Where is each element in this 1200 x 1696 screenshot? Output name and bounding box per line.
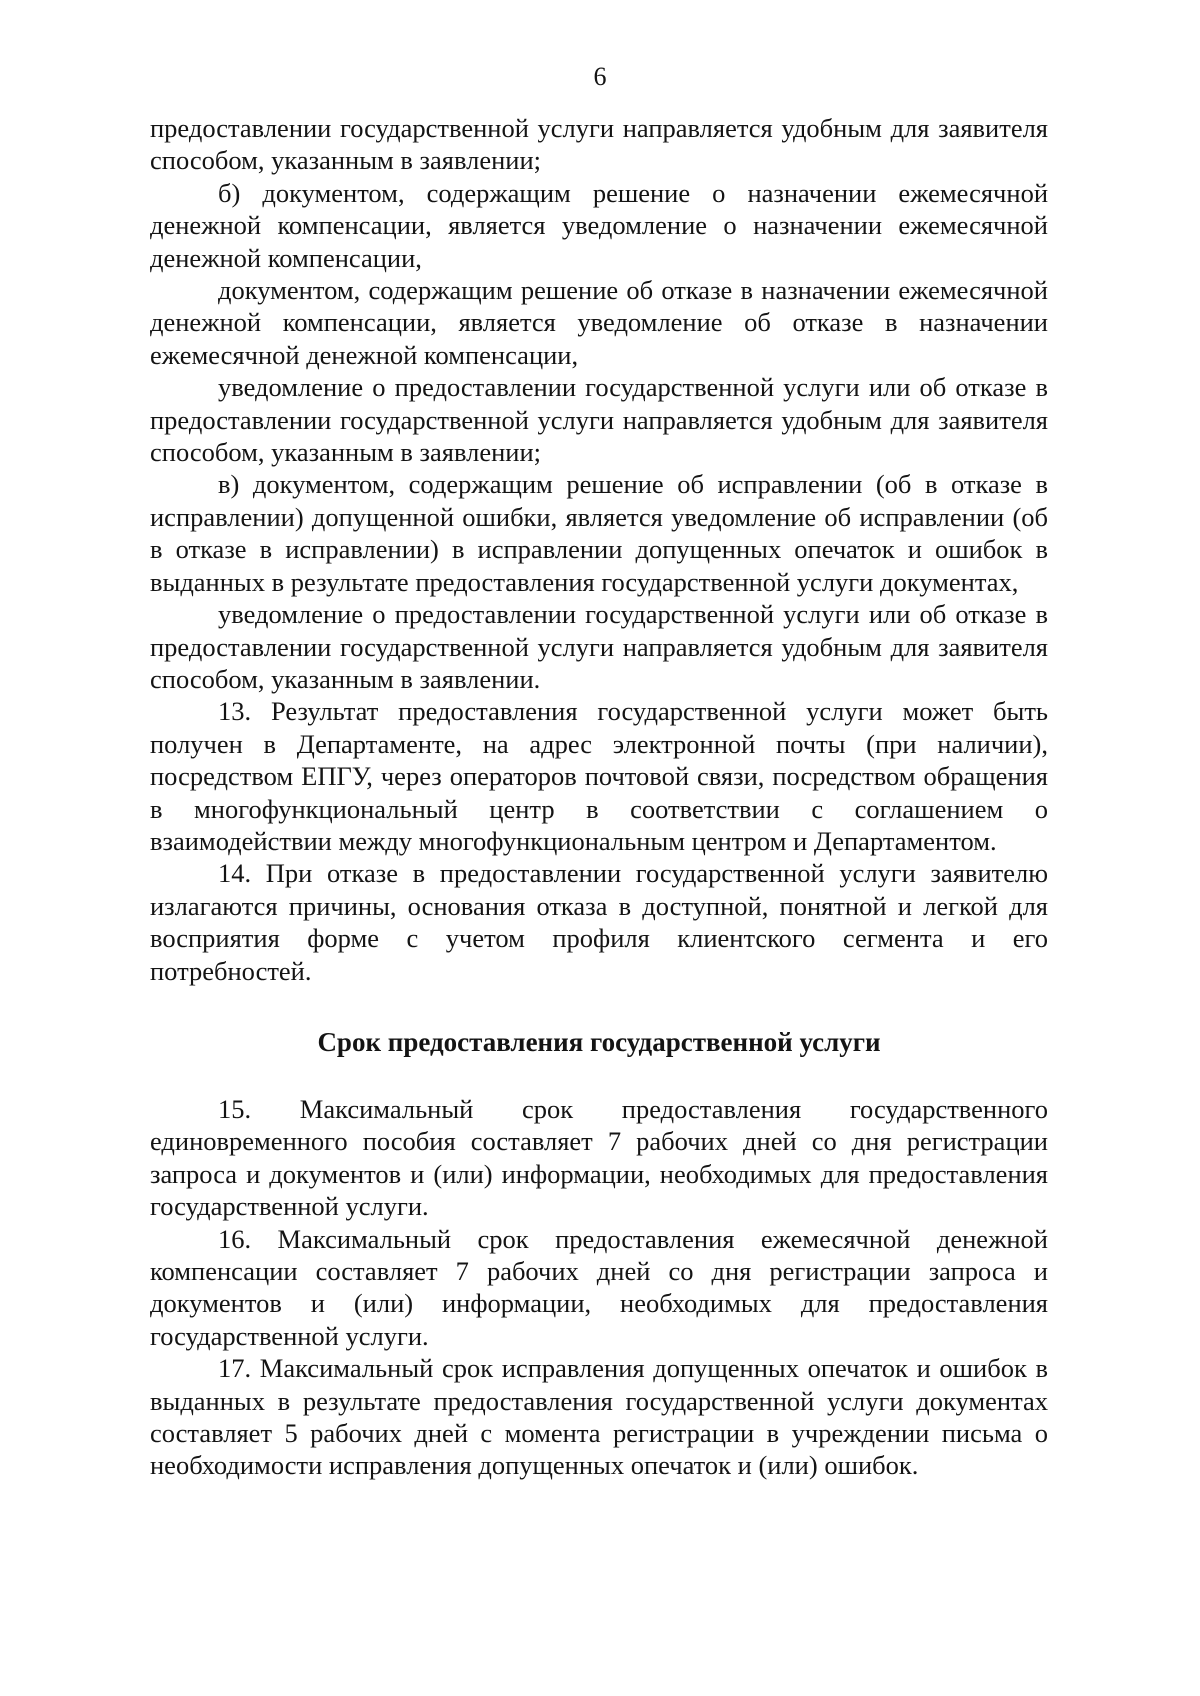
- paragraph-refusal-document: документом, содержащим решение об отказе в назначении ежемесячной денежной компенсации, является уведомление об отказе в назначении ежемесячной денежной компенсации,: [150, 275, 1048, 370]
- paragraph-notification-delivery-2: уведомление о предоставлении государственной услуги или об отказе в предоставлении государственной услуги направляется удобным для заявителя способом, указанным в заявлении.: [150, 599, 1048, 694]
- paragraph-notification-delivery: уведомление о предоставлении государственной услуги или об отказе в предоставлении государственной услуги направляется удобным для заявителя способом, указанным в заявлении;: [150, 372, 1048, 468]
- paragraph-14: 14. При отказе в предоставлении государственной услуги заявителю излагаются причины, основания отказа в доступной, понятной и легкой для восприятия форме с учетом профиля клиентского сегмента и его потребностей.: [150, 858, 1048, 986]
- paragraph-continuation: предоставлении государственной услуги направляется удобным для заявителя способом, указанным в заявлении;: [150, 113, 1048, 176]
- paragraph-item-b: б) документом, содержащим решение о назначении ежемесячной денежной компенсации, является уведомление о назначении ежемесячной денежной компенсации,: [150, 177, 1048, 273]
- paragraph-15: 15. Максимальный срок предоставления государственного единовременного пособия составляет 7 рабочих дней со дня регистрации запроса и документов и (или) информации, необходимых для предоставления государственной услуги.: [150, 1093, 1048, 1222]
- paragraph-17: 17. Максимальный срок исправления допущенных опечаток и ошибок в выданных в результате предоставления государственной услуги документах составляет 5 рабочих дней с момента регистрации в учреждении письма о необходимости исправления допущенных опечаток и (или) ошибок.: [150, 1353, 1048, 1481]
- paragraph-16: 16. Максимальный срок предоставления ежемесячной денежной компенсации составляет 7 рабочих дней со дня регистрации запроса и документов и (или) информации, необходимых для предоставления государственной услуги.: [150, 1223, 1048, 1351]
- paragraph-13: 13. Результат предоставления государственной услуги может быть получен в Департаменте, на адрес электронной почты (при наличии), посредством ЕПГУ, через операторов почтовой связи, посредством обращения в многофункциональный центр в соответствии с соглашением о взаимодействии между многофункциональным центром и Департаментом.: [150, 696, 1048, 856]
- page-number: 6: [593, 62, 607, 91]
- document-body: [150, 112, 1048, 1482]
- section-heading: Срок предоставления государственной услуги: [317, 1026, 881, 1057]
- paragraph-item-v: в) документом, содержащим решение об исправлении (об в отказе в исправлении) допущенной ошибки, является уведомление об исправлении (об в отказе в исправлении) в исправлении допущенных опечаток и ошибок в выданных в результате предоставления государственной услуги документах,: [150, 469, 1048, 597]
